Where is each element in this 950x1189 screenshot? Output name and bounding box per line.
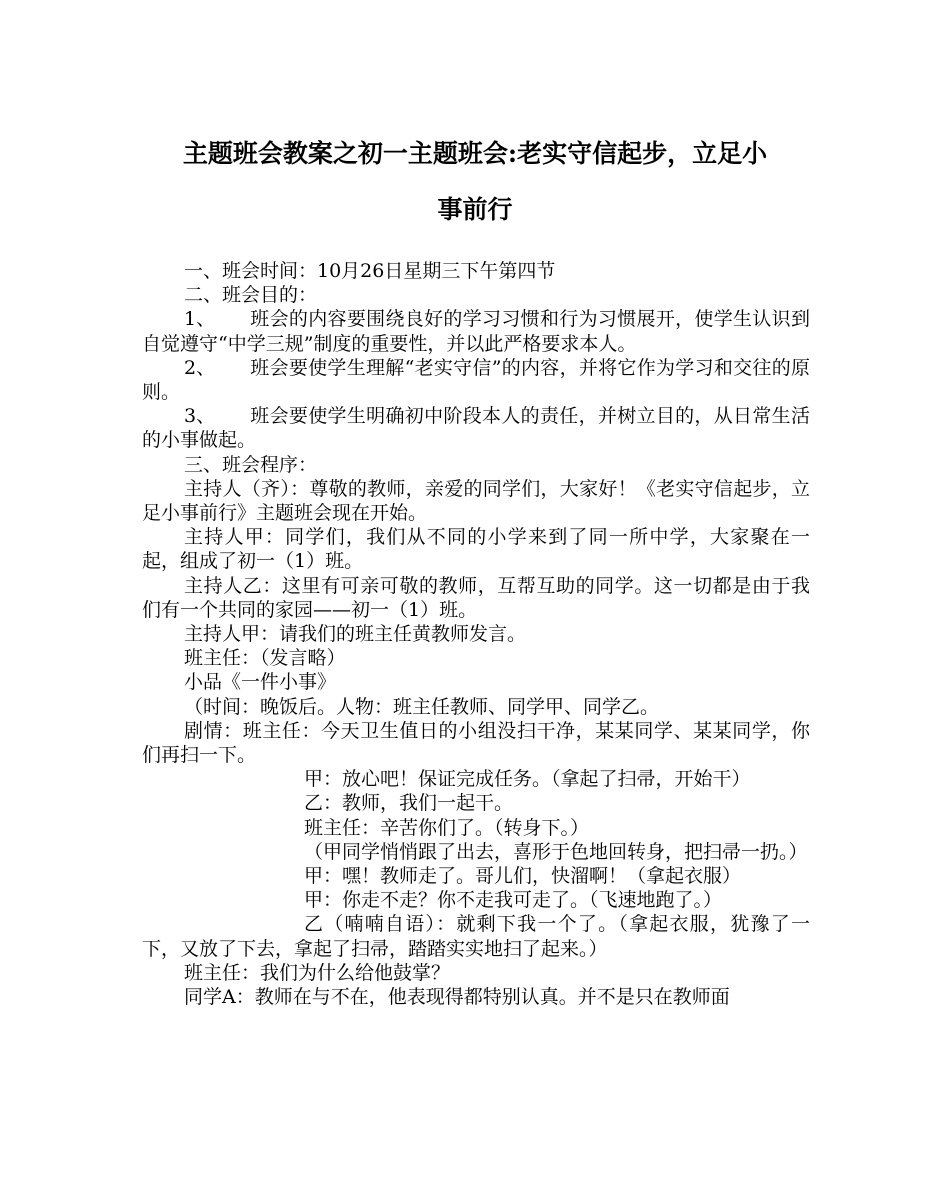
document-body <box>142 259 810 1009</box>
section-time: 一、班会时间：10月26日星期三下午第四节 <box>184 260 556 282</box>
paragraph-teacher-speech: 班主任：（发言略） <box>184 647 346 670</box>
goal-item-2 <box>142 356 810 404</box>
goal-number-3: 3、 <box>184 405 216 428</box>
dialogue-line-5: 甲：嘿！教师走了。哥儿们，快溜啊！（拿起衣服） <box>304 865 742 888</box>
section-procedure-heading: 三、班会程序： <box>184 453 318 476</box>
paragraph-hosts-opening: 主持人（齐）：尊敬的教师，亲爱的同学们，大家好！《老实守信起步，立足小事前行》主题班会现在开始。 <box>142 477 810 525</box>
section-purpose-heading: 二、班会目的： <box>184 284 318 307</box>
paragraph-teacher-question: 班主任：我们为什么给他鼓掌？ <box>184 961 451 984</box>
title-line-1: 主题班会教案之初一主题班会:老实守信起步，立足小 <box>182 139 768 168</box>
goal-number-2: 2、 <box>184 356 216 379</box>
goal-text-2: 班会要使学生理解“老实守信”的内容，并将它作为学习和交往的原则。 <box>142 356 810 404</box>
dialogue-line-3: 班主任：辛苦你们了。（转身下。） <box>304 816 590 839</box>
goal-text-1: 班会的内容要围绕良好的学习习惯和行为习惯展开，使学生认识到自觉遵守“中学三规”制度的重要性，并以此严格要求本人。 <box>142 308 810 355</box>
title-line-2: 事前行 <box>437 195 513 224</box>
paragraph-host-a: 主持人甲：同学们，我们从不同的小学来到了同一所中学，大家聚在一起，组成了初一（1）班。 <box>142 526 810 573</box>
goal-item-3 <box>142 404 810 452</box>
paragraph-host-a-invite: 主持人甲：请我们的班主任黄教师发言。 <box>184 623 527 646</box>
dialogue-line-4: （甲同学悄悄跟了出去，喜形于色地回转身，把扫帚一扔。） <box>304 840 808 863</box>
goal-text-3: 班会要使学生明确初中阶段本人的责任，并树立目的，从日常生活的小事做起。 <box>142 405 810 452</box>
goal-number-1: 1、 <box>184 308 216 331</box>
paragraph-host-b: 主持人乙：这里有可亲可敬的教师，互帮互助的同学。这一切都是由于我们有一个共同的家园——初一（1）班。 <box>142 574 810 621</box>
dialogue-line-1: 甲：放心吧！保证完成任务。（拿起了扫帚，开始干） <box>304 768 751 791</box>
paragraph-skit-title: 小品《一件小事》 <box>184 671 337 694</box>
paragraph-skit-setting: （时间：晚饭后。人物：班主任教师、同学甲、同学乙。 <box>184 695 660 718</box>
document-title <box>120 126 830 238</box>
dialogue-line-2: 乙：教师，我们一起干。 <box>304 792 514 815</box>
dialogue-line-7: 乙（喃喃自语）：就剩下我一个了。（拿起衣服，犹豫了一下，又放了下去，拿起了扫帚，踏踏实实地扫了起来。） <box>142 913 810 960</box>
goal-item-1 <box>142 307 810 355</box>
paragraph-student-a: 同学A：教师在与不在，他表现得都特别认真。并不是只在教师面 <box>184 986 730 1009</box>
paragraph-skit-plot: 剧情：班主任：今天卫生值日的小组没扫干净，某某同学、某某同学，你们再扫一下。 <box>142 719 810 767</box>
dialogue-line-6: 甲：你走不走？你不走我可走了。（飞速地跑了。） <box>304 889 723 912</box>
